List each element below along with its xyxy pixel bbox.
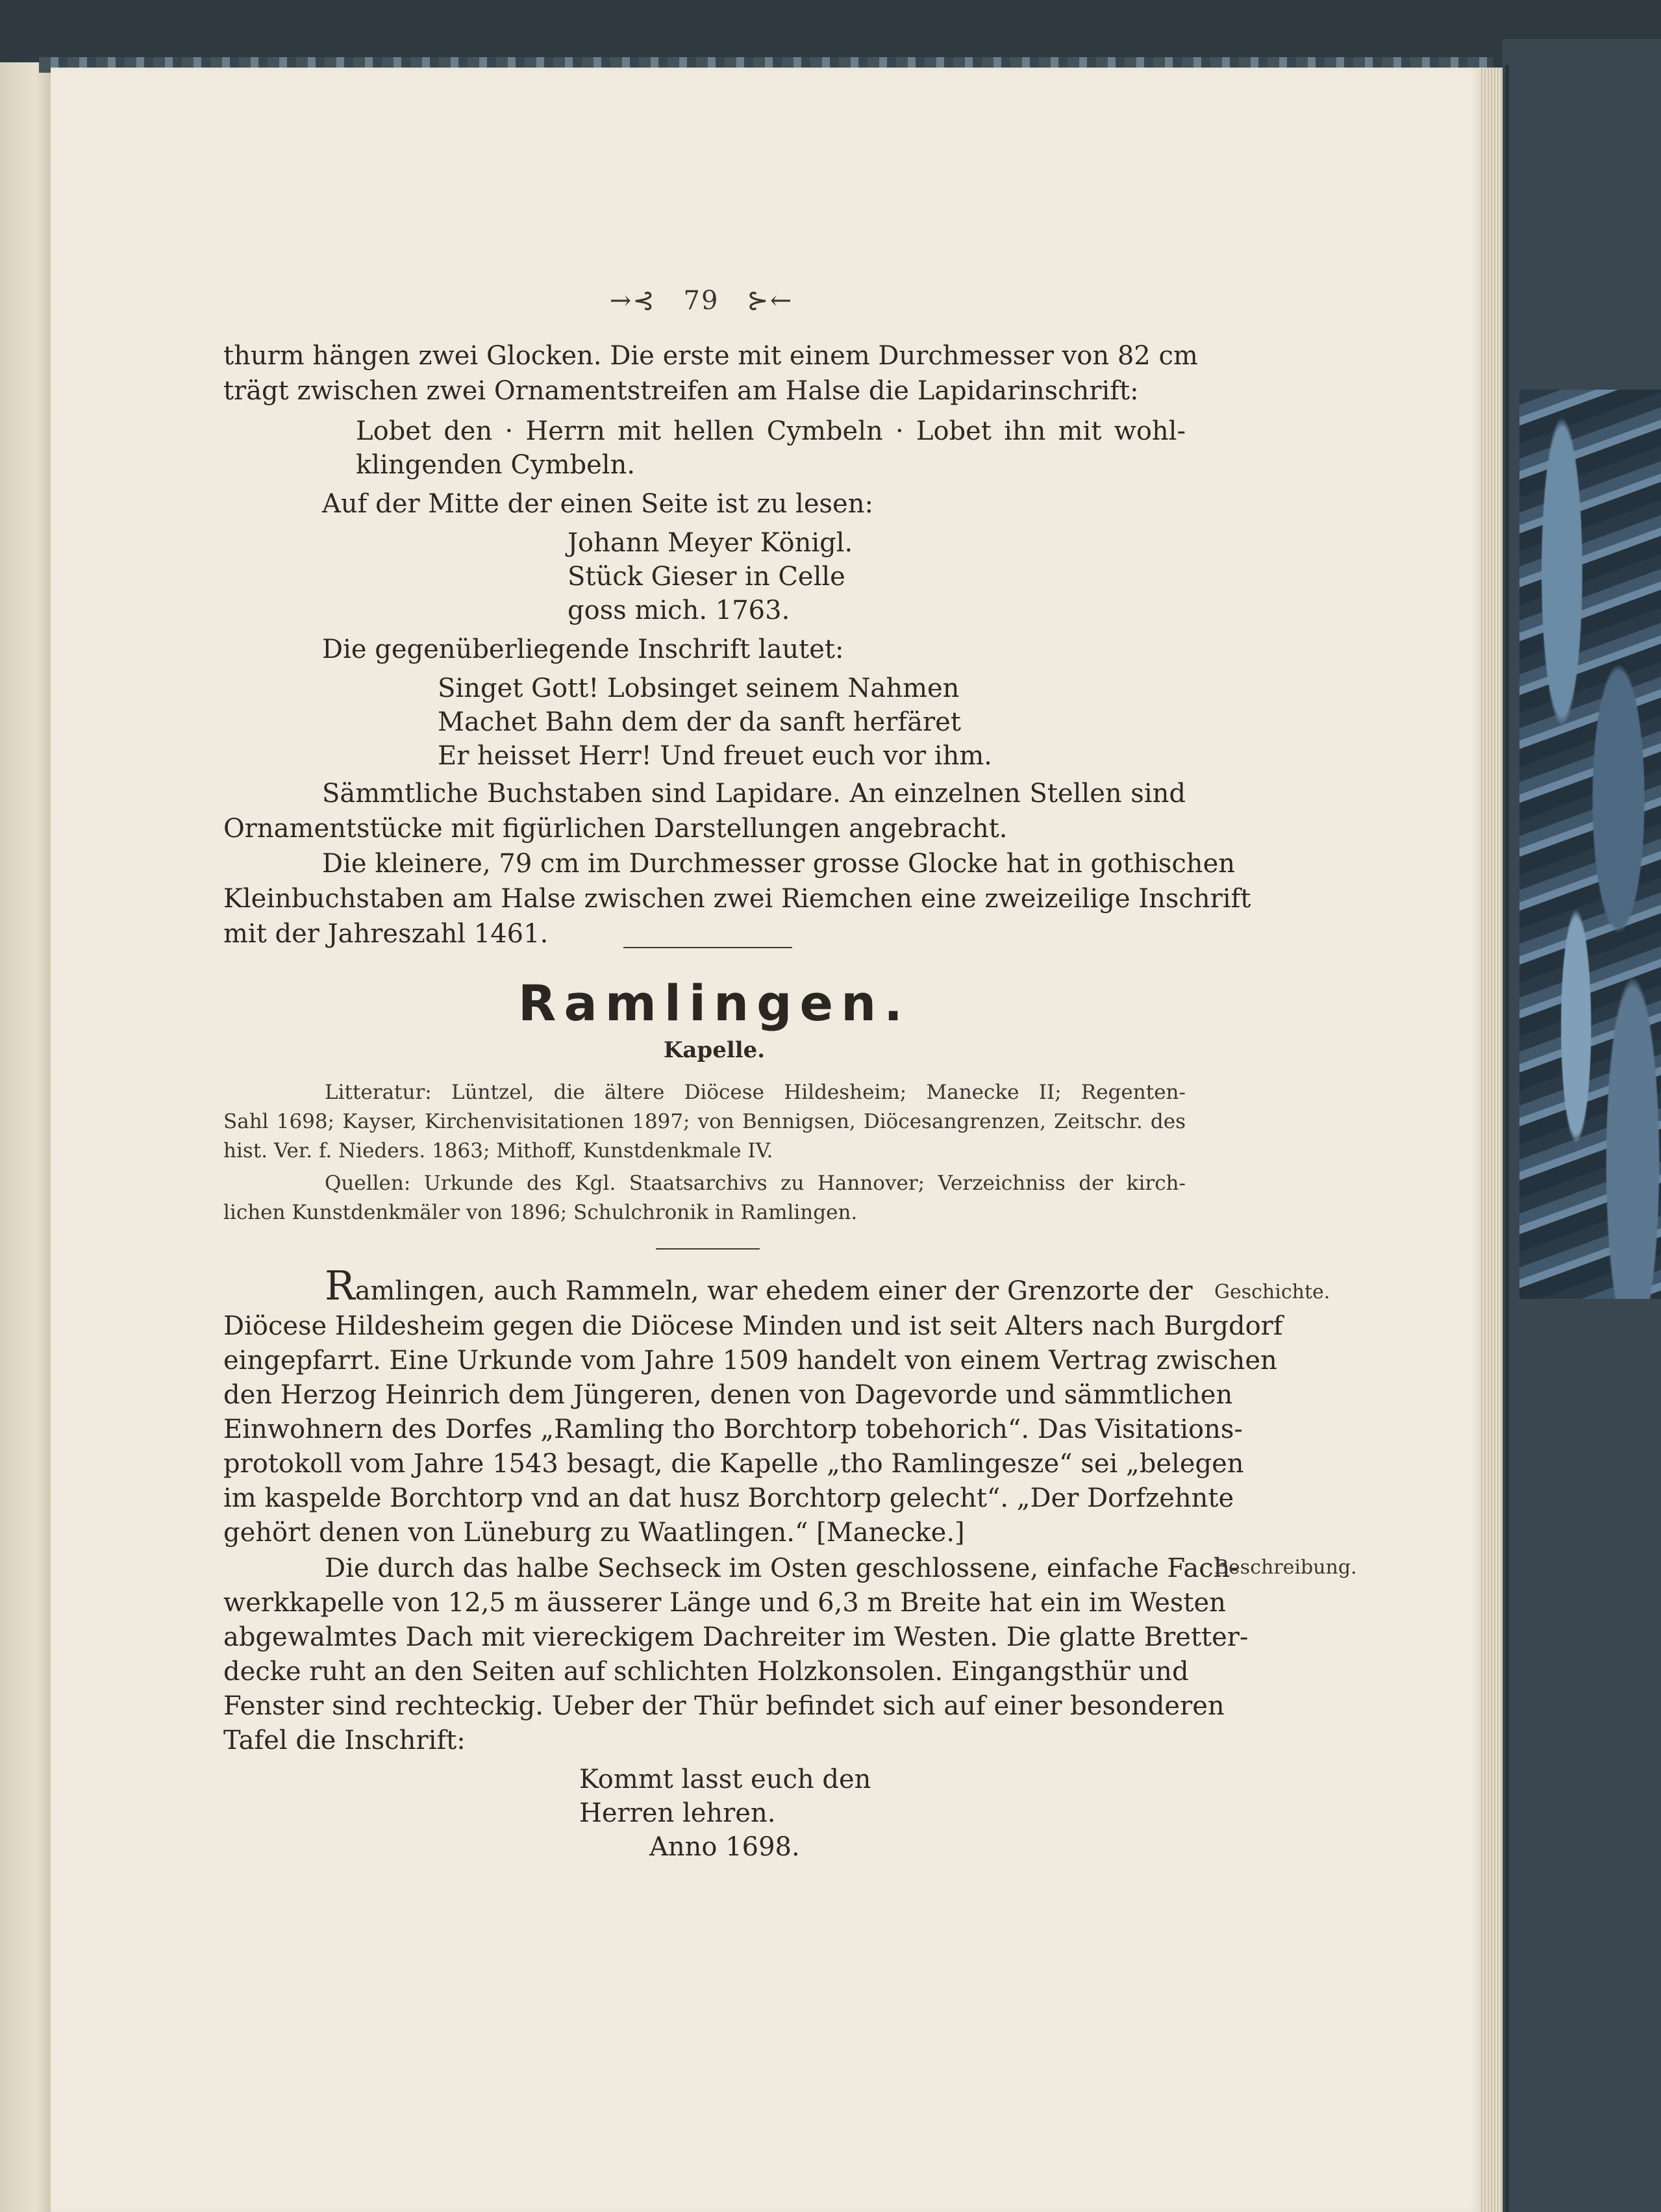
cover-edge-line (1505, 65, 1509, 2212)
page-edges (1479, 68, 1503, 2212)
history-line: eingepfarrt. Eine Urkunde vom Jahre 1509 handelt von einem Vertrag zwischen (223, 1346, 1277, 1376)
inscription-line: Er heisset Herr! Und freuet euch vor ihm. (438, 741, 993, 771)
inscription-line: Lobet den · Herrn mit hellen Cymbeln · Lobet ihn mit wohl- (356, 416, 1186, 446)
history-line: Diöcese Hildesheim gegen die Diöcese Minden und ist seit Alters nach Burgdorf (223, 1311, 1283, 1341)
sources-line: Quellen: Urkunde des Kgl. Staatsarchivs zu Hannover; Verzeichniss der kirch- (325, 1172, 1186, 1195)
inscription-line: klingenden Cymbeln. (356, 450, 636, 480)
page-number: 79 (683, 286, 719, 316)
intro-line: Auf der Mitte der einen Seite ist zu lesen: (322, 489, 873, 519)
description-line: abgewalmtes Dach mit viereckigem Dachreiter im Westen. Die glatte Bretter- (223, 1622, 1249, 1652)
marbled-cover (1519, 390, 1661, 1299)
drop-cap: R (325, 1262, 355, 1309)
inscription-line: Stück Gieser in Celle (568, 562, 845, 592)
literature-line: Sahl 1698; Kayser, Kirchenvisitationen 1897; von Bennigsen, Diöcesangrenzen, Zeitschr. des (223, 1110, 1186, 1133)
inscription-line: Kommt lasst euch den (579, 1765, 871, 1794)
description-line: Tafel die Inschrift: (223, 1726, 466, 1755)
ornament-right: ⊱← (747, 286, 793, 316)
paragraph-line: Ornamentstücke mit figürlichen Darstellungen angebracht. (223, 814, 1008, 844)
description-line: Die durch das halbe Sechseck im Osten geschlossene, einfache Fach- (325, 1553, 1239, 1583)
history-line: im kaspelde Borchtorp vnd an dat husz Borchtorp gelecht“. „Der Dorfzehnte (223, 1483, 1234, 1513)
paragraph-line: Die kleinere, 79 cm im Durchmesser grosse Glocke hat in gothischen (322, 849, 1235, 879)
literature-line: hist. Ver. f. Nieders. 1863; Mithoff, Kunstdenkmale IV. (223, 1139, 773, 1163)
ornament-left: →⁠⁠⊰ (609, 286, 656, 316)
literature-divider (656, 1248, 760, 1250)
paragraph-line: mit der Jahreszahl 1461. (223, 919, 549, 949)
inscription-line: goss mich. 1763. (568, 596, 790, 625)
history-first-line-text: amlingen, auch Rammeln, war ehedem einer der Grenzorte der (355, 1276, 1193, 1306)
history-line: gehört denen von Lüneburg zu Waatlingen.“ [Manecke.] (223, 1518, 965, 1548)
margin-note-description: Beschreibung. (1214, 1556, 1357, 1579)
intro-line: Die gegenüberliegende Inschrift lautet: (322, 635, 844, 664)
history-line: den Herzog Heinrich dem Jüngeren, denen von Dagevorde und sämmtlichen (223, 1380, 1233, 1410)
history-first-line (325, 1262, 1193, 1309)
sources-line: lichen Kunstdenkmäler von 1896; Schulchronik in Ramlingen. (223, 1201, 858, 1224)
history-line: Einwohnern des Dorfes „Ramling tho Borchtorp tobehorich“. Das Visitations- (223, 1414, 1243, 1444)
margin-note-history: Geschichte. (1214, 1281, 1330, 1303)
description-line: werkkapelle von 12,5 m äusserer Länge und 6,3 m Breite hat ein im Westen (223, 1588, 1226, 1618)
paragraph-line: Kleinbuchstaben am Halse zwischen zwei Riemchen eine zweizeilige Inschrift (223, 884, 1251, 914)
section-heading: Ramlingen. (518, 974, 911, 1032)
page-number-header (597, 286, 805, 316)
inscription-line: Johann Meyer Königl. (568, 528, 853, 558)
paragraph-line: thurm hängen zwei Glocken. Die erste mit einem Durchmesser von 82 cm (223, 341, 1198, 371)
description-line: decke ruht an den Seiten auf schlichten Holzkonsolen. Eingangsthür und (223, 1657, 1189, 1687)
inscription-line: Singet Gott! Lobsinget seinem Nahmen (438, 673, 960, 703)
section-divider (623, 947, 792, 948)
inscription-line: Herren lehren. (579, 1798, 776, 1828)
description-line: Fenster sind rechteckig. Ueber der Thür befindet sich auf einer besonderen (223, 1691, 1225, 1721)
inscription-line: Anno 1698. (649, 1832, 800, 1862)
inscription-line: Machet Bahn dem der da sanft herfäret (438, 707, 961, 737)
history-line: protokoll vom Jahre 1543 besagt, die Kapelle „tho Ramlingesze“ sei „belegen (223, 1449, 1244, 1479)
paragraph-line: trägt zwischen zwei Ornamentstreifen am Halse die Lapidarinschrift: (223, 376, 1139, 406)
section-subheading: Kapelle. (663, 1037, 766, 1063)
literature-line: Litteratur: Lüntzel, die ältere Diöcese Hildesheim; Manecke II; Regenten- (325, 1081, 1186, 1104)
paragraph-line: Sämmtliche Buchstaben sind Lapidare. An einzelnen Stellen sind (322, 779, 1186, 809)
left-page-edge (0, 62, 51, 2212)
